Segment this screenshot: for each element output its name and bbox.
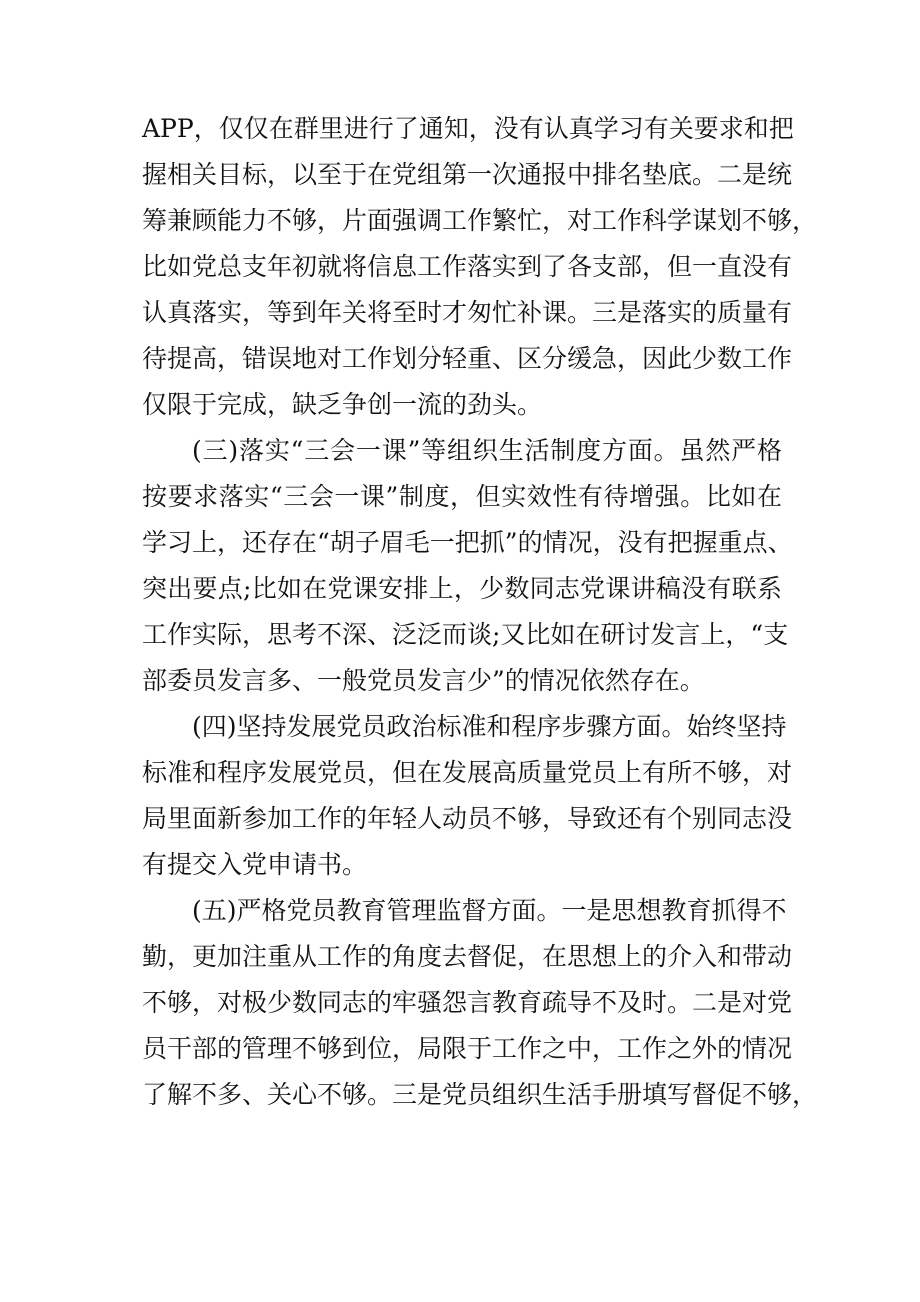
section-3-heading-line: (三)落实“三会一课”等组织生活制度方面。虽然严格 bbox=[192, 436, 782, 465]
text-line-4: 比如党总支年初就将信息工作落实到了各支部，但一直没有 bbox=[142, 252, 793, 281]
text-line-12: 工作实际，思考不深、泛泛而谈;又比如在研讨发言上，“支 bbox=[142, 620, 789, 649]
text-line-13: 部委员发言多、一般党员发言少”的情况依然存在。 bbox=[142, 666, 705, 695]
document-body bbox=[142, 106, 818, 1118]
section-4-heading-line: (四)坚持发展党员政治标准和程序步骤方面。始终坚持 bbox=[192, 712, 787, 741]
text-line-1: APP，仅仅在群里进行了通知，没有认真学习有关要求和把 bbox=[142, 114, 794, 143]
text-line-21: 员干部的管理不够到位，局限于工作之中，工作之外的情况 bbox=[142, 1034, 793, 1063]
text-line-22: 了解不多、关心不够。三是党员组织生活手册填写督促不够， bbox=[142, 1080, 818, 1109]
text-line-7: 仅限于完成，缺乏争创一流的劲头。 bbox=[142, 390, 543, 419]
text-line-3: 筹兼顾能力不够，片面强调工作繁忙，对工作科学谋划不够， bbox=[142, 206, 818, 235]
text-line-5: 认真落实，等到年关将至时才匆忙补课。三是落实的质量有 bbox=[142, 298, 793, 327]
text-line-19: 勤，更加注重从工作的角度去督促，在思想上的介入和带动 bbox=[142, 942, 793, 971]
text-line-16: 局里面新参加工作的年轻人动员不够，导致还有个别同志没 bbox=[142, 804, 793, 833]
text-line-2: 握相关目标，以至于在党组第一次通报中排名垫底。二是统 bbox=[142, 160, 793, 189]
section-5-heading-line: (五)严格党员教育管理监督方面。一是思想教育抓得不 bbox=[192, 896, 787, 925]
text-line-17: 有提交入党申请书。 bbox=[142, 850, 368, 879]
text-line-11: 突出要点;比如在党课安排上，少数同志党课讲稿没有联系 bbox=[142, 574, 782, 603]
text-line-9: 按要求落实“三会一课”制度，但实效性有待增强。比如在 bbox=[142, 482, 782, 511]
text-line-6: 待提高，错误地对工作划分轻重、区分缓急，因此少数工作 bbox=[142, 344, 793, 373]
text-line-10: 学习上，还存在“胡子眉毛一把抓”的情况，没有把握重点、 bbox=[142, 528, 793, 557]
text-line-15: 标准和程序发展党员，但在发展高质量党员上有所不够，对 bbox=[142, 758, 793, 787]
text-line-20: 不够，对极少数同志的牢骚怨言教育疏导不及时。二是对党 bbox=[142, 988, 793, 1017]
